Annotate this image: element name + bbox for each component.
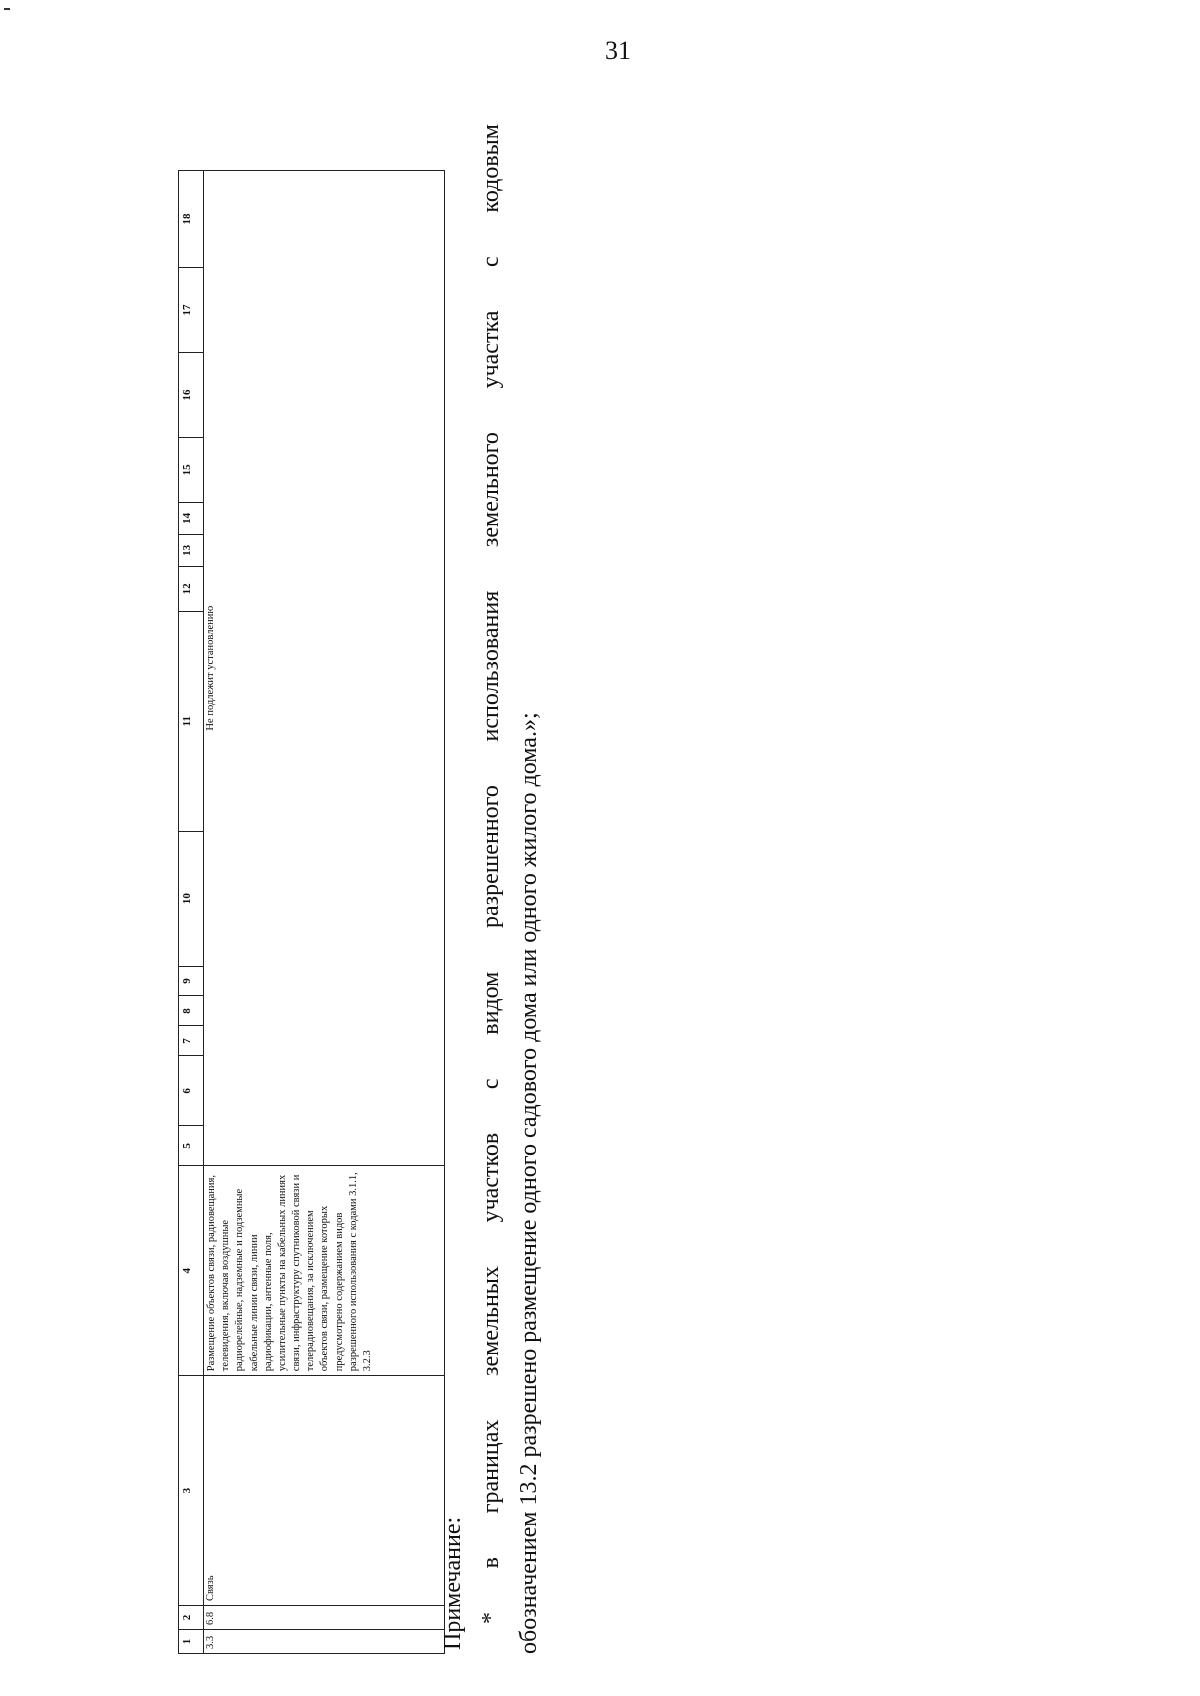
note-word: видом: [478, 971, 504, 1035]
note-word: участка: [478, 310, 504, 389]
header-cell: 8: [179, 996, 204, 1026]
note-word: разрешенного: [478, 785, 504, 928]
zoning-table: [178, 170, 445, 1654]
note-word: *: [478, 1612, 504, 1624]
table-row: [204, 171, 445, 1654]
header-cell: 14: [179, 502, 204, 534]
header-cell: 13: [179, 534, 204, 566]
note-word: земельных: [478, 1266, 504, 1376]
note-word: границах: [478, 1419, 504, 1514]
zone-code-cell: 3.3: [204, 1630, 445, 1654]
use-code-cell: 6.8: [204, 1606, 445, 1630]
header-cell: 12: [179, 566, 204, 611]
header-cell: 18: [179, 171, 204, 268]
header-cell: 6: [179, 1056, 204, 1126]
header-cell: 7: [179, 1026, 204, 1056]
header-cell: 15: [179, 437, 204, 502]
header-cell: 1: [179, 1630, 204, 1654]
note-word: участков: [478, 1132, 504, 1223]
header-cell: 9: [179, 966, 204, 996]
use-name-cell: Связь: [204, 1376, 445, 1606]
parameters-merged-cell: Не подлежит установлению: [204, 171, 445, 1166]
rotated-landscape-content: [178, 98, 958, 1654]
note-word: с: [478, 1078, 504, 1090]
note-word: земельного: [478, 432, 504, 548]
header-cell: 3: [179, 1376, 204, 1606]
note-word: с: [478, 256, 504, 267]
note-line-1: [478, 124, 505, 1624]
header-cell: 2: [179, 1606, 204, 1630]
use-description-cell: Размещение объектов связи, радиовещания, телевидения, включая воздушные радиорелейные, надземные и подземные кабельные линии связи, линии радиофикации, антенные поля, усилительные пункты на кабельных линиях связи, инфраструктуру спутниковой связи и телерадиовещания, за исключением объектов связи, размещение которых предусмотрено содержанием видов разрешенного использования с кодами 3.1.1, 3.2.3: [204, 1166, 445, 1376]
header-cell: 11: [179, 611, 204, 831]
header-cell: 16: [179, 352, 204, 437]
note-line-2: обозначением 13.2 разрешено размещение одного садового дома или одного жилого дома.»;: [516, 712, 542, 1654]
header-row: [179, 171, 204, 1654]
note-word: кодовым: [478, 124, 504, 213]
header-cell: 17: [179, 268, 204, 353]
header-cell: 10: [179, 831, 204, 966]
header-cell: 5: [179, 1126, 204, 1166]
note-word: в: [478, 1556, 504, 1569]
note-title: Примечание:: [440, 1516, 466, 1650]
page-number: 31: [605, 36, 631, 65]
scan-mark: [4, 8, 10, 10]
note-word: использования: [478, 590, 504, 742]
header-cell: 4: [179, 1166, 204, 1376]
